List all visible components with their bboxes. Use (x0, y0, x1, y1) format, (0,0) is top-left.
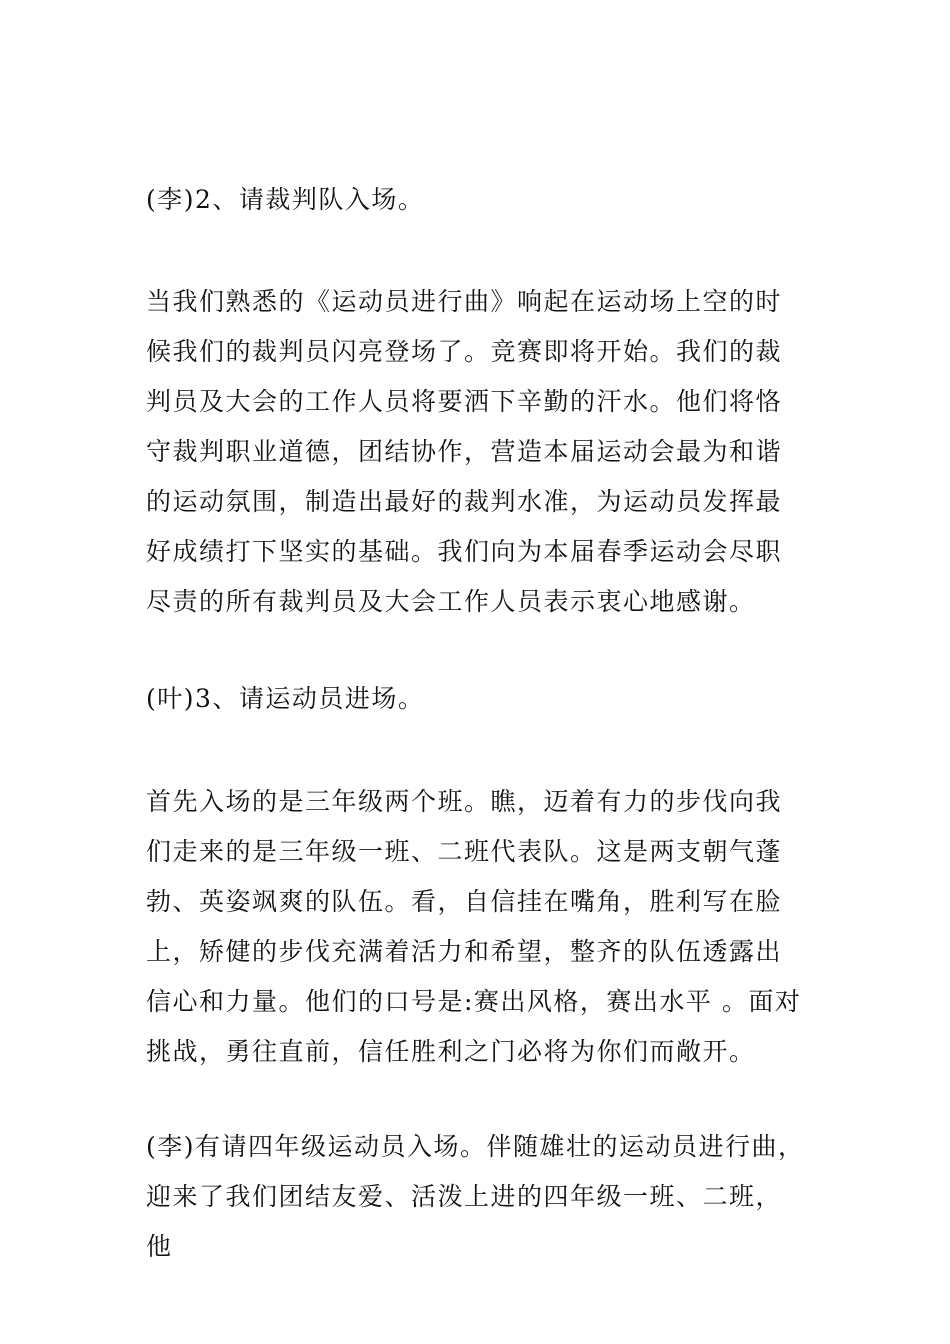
paragraph-referee-entry-body: 当我们熟悉的《运动员进行曲》响起在运动场上空的时候我们的裁判员闪亮登场了。竞赛即将开始。我们的裁判员及大会的工作人员将要洒下辛勤的汗水。他们将恪守裁判职业道德，团结协作，营造本届运动会最为和谐的运动氛围，制造出最好的裁判水准，为运动员发挥最好成绩打下坚实的基础。我们向为本届春季运动会尽职尽责的所有裁判员及大会工作人员表示衷心地感谢。 (146, 287, 783, 616)
paragraph-grade-four-entry: (李)有请四年级运动员入场。伴随雄壮的运动员进行曲，迎来了我们团结友爱、活泼上进的四年级一班、二班，他 (146, 1132, 805, 1261)
paragraph-athlete-entry-heading: (叶)3、请运动员进场。 (146, 684, 425, 713)
paragraph-referee-entry-heading: (李)2、请裁判队入场。 (146, 185, 425, 214)
paragraph-grade-three-entry: 首先入场的是三年级两个班。瞧，迈着有力的步伐向我们走来的是三年级一班、二班代表队。这是两支朝气蓬勃、英姿飒爽的队伍。看，自信挂在嘴角，胜利写在脸上，矫健的步伐充满着活力和希望，整齐的队伍透露出信心和力量。他们的口号是:赛出风格，赛出水平 。面对挑战，勇往直前，信任胜利之门必将为你们而敞开。 (146, 787, 802, 1066)
